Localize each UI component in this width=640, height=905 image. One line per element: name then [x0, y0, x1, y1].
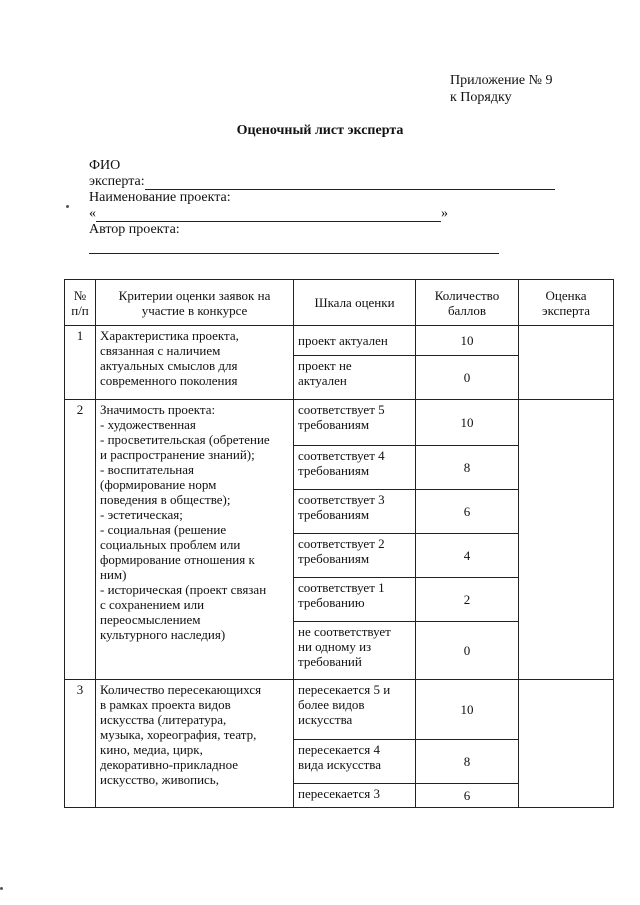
header-criteria-line: Критерии оценки заявок на: [118, 287, 271, 303]
points-cell: 6: [416, 784, 519, 808]
author-label: Автор проекта:: [89, 222, 180, 237]
header-num-line: п/п: [71, 302, 89, 318]
scale-line: требованиям: [298, 463, 370, 478]
criteria-line: социальных проблем или: [100, 537, 241, 552]
scale-line: не соответствует: [298, 624, 391, 639]
scale-cell: [294, 400, 416, 446]
header-points: [416, 280, 519, 326]
scan-speck: [0, 887, 3, 890]
expert-name-blank[interactable]: [145, 176, 555, 190]
project-name-blank[interactable]: [96, 208, 441, 222]
table-row: [65, 680, 614, 740]
scale-line: требованиям: [298, 417, 370, 432]
criteria-line: Количество пересекающихся: [100, 682, 262, 697]
criteria-line: связанная с наличием: [100, 343, 221, 358]
scale-line: ни одному из: [298, 639, 372, 654]
scale-cell: [294, 446, 416, 490]
row-number: 3: [65, 680, 96, 808]
criteria-cell: [96, 680, 294, 808]
scale-line: соответствует 3: [298, 492, 385, 507]
criteria-cell: [96, 326, 294, 400]
header-expert-line: Оценка: [545, 287, 587, 303]
expert-score-cell[interactable]: [519, 680, 614, 808]
expert-label: эксперта:: [89, 174, 145, 189]
scale-cell: [294, 740, 416, 784]
points-cell: 10: [416, 680, 519, 740]
scale-line: соответствует 5: [298, 402, 385, 417]
points-cell: 2: [416, 578, 519, 622]
points-cell: 10: [416, 400, 519, 446]
criteria-line: современного поколения: [100, 373, 238, 388]
criteria-line: ним): [100, 567, 127, 582]
quote-close: »: [441, 206, 448, 221]
criteria-line: - эстетическая;: [100, 507, 183, 522]
criteria-line: с сохранением или: [100, 597, 205, 612]
criteria-line: формирование отношения к: [100, 552, 255, 567]
header-expert: [519, 280, 614, 326]
criteria-line: в рамках проекта видов: [100, 697, 231, 712]
annex-label: [450, 72, 553, 106]
scale-line: требований: [298, 654, 362, 669]
scale-line: пересекается 5 и: [298, 682, 391, 697]
scale-line: более видов: [298, 697, 365, 712]
points-cell: 8: [416, 446, 519, 490]
points-cell: 4: [416, 534, 519, 578]
project-name-label: Наименование проекта:: [89, 190, 231, 205]
scale-cell: [294, 784, 416, 808]
criteria-line: кино, медиа, цирк,: [100, 742, 203, 757]
scale-line: соответствует 1: [298, 580, 385, 595]
expert-form: [89, 158, 569, 254]
points-cell: 10: [416, 326, 519, 356]
scale-line: актуален: [298, 373, 347, 388]
expert-score-cell[interactable]: [519, 400, 614, 680]
scale-line: проект актуален: [298, 333, 388, 348]
criteria-line: и распространение знаний);: [100, 447, 255, 462]
header-expert-line: эксперта: [541, 302, 590, 318]
fio-label: ФИО: [89, 158, 121, 173]
quote-open: «: [89, 206, 96, 221]
header-scale: Шкала оценки: [294, 280, 416, 326]
scale-cell: [294, 490, 416, 534]
expert-score-cell[interactable]: [519, 326, 614, 400]
points-cell: 0: [416, 356, 519, 400]
criteria-cell: [96, 400, 294, 680]
scale-line: требованиям: [298, 507, 370, 522]
scale-line: пересекается 3: [298, 786, 381, 801]
header-criteria: [96, 280, 294, 326]
document-title: Оценочный лист эксперта: [236, 123, 404, 138]
scale-cell: [294, 622, 416, 680]
criteria-line: декоративно-прикладное: [100, 757, 239, 772]
scale-line: требованиям: [298, 551, 370, 566]
table-row: [65, 400, 614, 446]
criteria-line: переосмыслением: [100, 612, 201, 627]
scale-cell: [294, 356, 416, 400]
author-blank[interactable]: [89, 240, 499, 254]
scale-line: соответствует 2: [298, 536, 385, 551]
criteria-line: Значимость проекта:: [100, 402, 216, 417]
criteria-line: культурного наследия): [100, 627, 226, 642]
header-num: [65, 280, 96, 326]
author-line: [89, 238, 569, 254]
table-row: [65, 326, 614, 356]
scale-cell: [294, 578, 416, 622]
annex-line-1: Приложение № 9: [450, 73, 553, 88]
header-criteria-line: участие в конкурсе: [141, 302, 248, 318]
header-points-line: баллов: [447, 302, 487, 318]
criteria-line: - историческая (проект связан: [100, 582, 267, 597]
scale-line: искусства: [298, 712, 353, 727]
header-num-line: №: [73, 287, 87, 303]
points-cell: 6: [416, 490, 519, 534]
scale-line: требованию: [298, 595, 365, 610]
criteria-line: искусства (литература,: [100, 712, 227, 727]
evaluation-table: [64, 279, 614, 808]
annex-line-2: к Порядку: [450, 90, 512, 105]
scale-line: проект не: [298, 358, 352, 373]
criteria-line: - воспитательная: [100, 462, 194, 477]
row-number: 1: [65, 326, 96, 400]
row-number: 2: [65, 400, 96, 680]
scale-line: вида искусства: [298, 757, 382, 772]
scale-cell: [294, 326, 416, 356]
header-points-line: Количество: [434, 287, 500, 303]
scale-cell: [294, 534, 416, 578]
scan-speck: [66, 205, 69, 208]
criteria-line: - социальная (решение: [100, 522, 227, 537]
criteria-line: поведения в обществе);: [100, 492, 231, 507]
criteria-line: искусство, живопись,: [100, 772, 219, 787]
criteria-line: (формирование норм: [100, 477, 217, 492]
scale-line: соответствует 4: [298, 448, 385, 463]
points-cell: 0: [416, 622, 519, 680]
criteria-line: Характеристика проекта,: [100, 328, 239, 343]
table-header-row: [65, 280, 614, 326]
criteria-line: - художественная: [100, 417, 196, 432]
scale-line: пересекается 4: [298, 742, 381, 757]
criteria-line: - просветительская (обретение: [100, 432, 270, 447]
points-cell: 8: [416, 740, 519, 784]
criteria-line: музыка, хореография, театр,: [100, 727, 257, 742]
scale-cell: [294, 680, 416, 740]
project-name-line: [89, 206, 569, 222]
criteria-line: актуальных смыслов для: [100, 358, 238, 373]
expert-name-line: [89, 174, 569, 190]
